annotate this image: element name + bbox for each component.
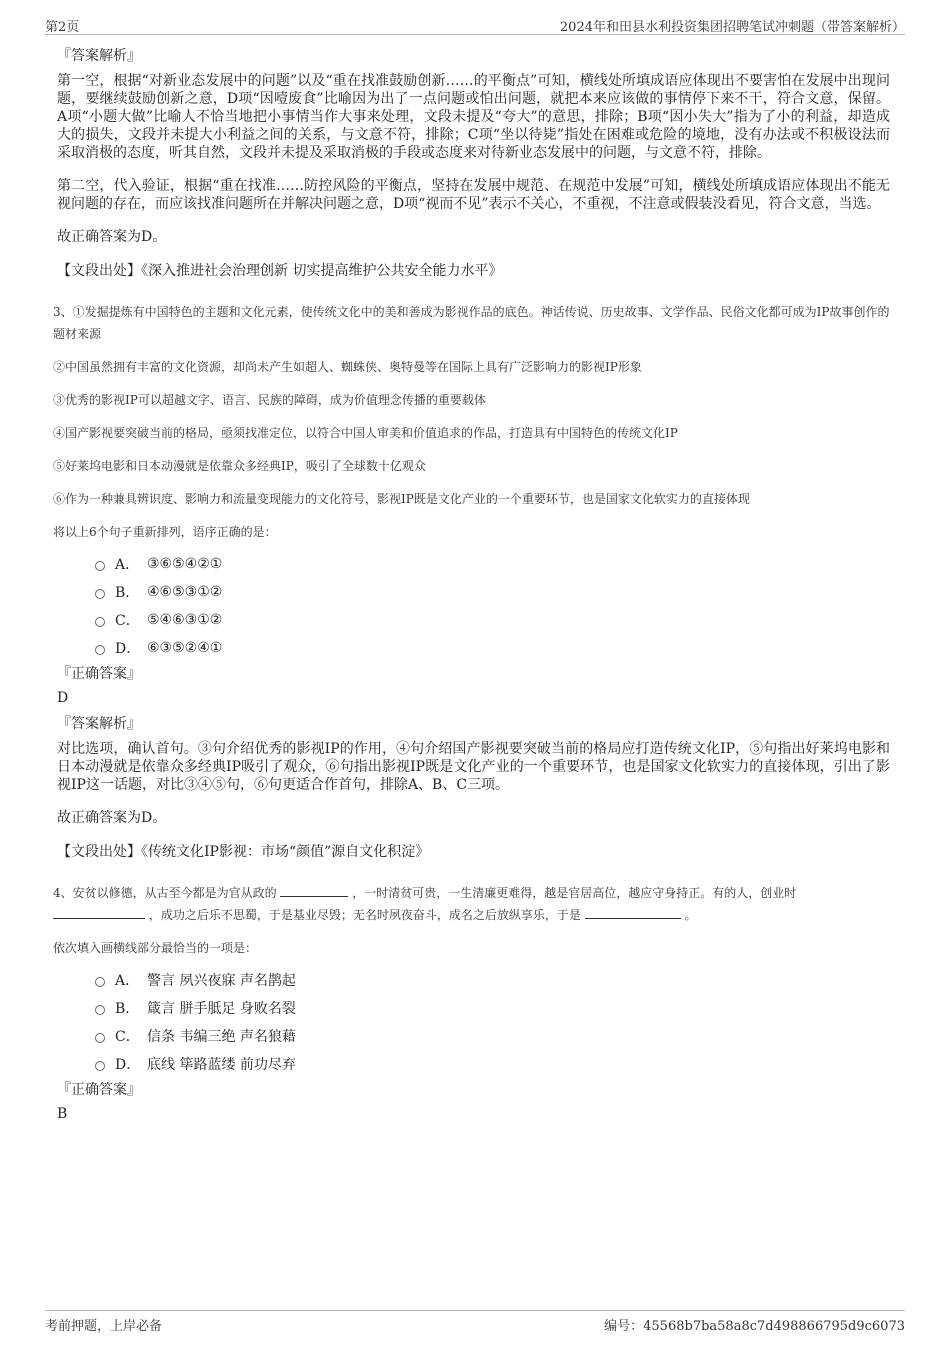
option-b[interactable]	[95, 582, 890, 602]
answer-analysis-label: 『答案解析』	[57, 48, 141, 64]
sentence-2: ②中国虽然拥有丰富的文化资源，却尚未产生如超人、蜘蛛侠、奥特曼等在国际上具有广泛影响力的影视IP形象	[53, 360, 642, 374]
option-text: 底线 筚路蓝缕 前功尽弃	[147, 1057, 296, 1073]
answer-analysis-label: 『答案解析』	[57, 716, 141, 732]
text-source: 【文段出处】《传统文化IP影视：市场“颜值”源自文化积淀》	[57, 844, 430, 860]
page-number: 第2页	[45, 20, 80, 35]
option-text: ⑤④⑥③①②	[147, 612, 223, 628]
page-footer	[45, 1310, 905, 1335]
question-stem: 3、①发掘提炼有中国特色的主题和文化元素，使传统文化中的美和善成为影视作品的底色。神话传说、历史故事、文学作品、民俗文化都可成为IP故事创作的题材来源	[53, 305, 890, 341]
option-text: 警言 夙兴夜寐 声名鹊起	[147, 973, 296, 989]
question-3	[55, 301, 890, 862]
option-letter: D．	[115, 1057, 141, 1073]
stem-part-2: ，一时清贫可贵，一生清廉更难得，越是官居高位，越应守身持正。有的人，创业时	[352, 886, 797, 900]
option-letter: C．	[115, 613, 140, 629]
analysis-conclusion: 故正确答案为D。	[57, 810, 167, 826]
radio-icon[interactable]	[95, 1005, 105, 1015]
option-text: 信条 韦编三绝 声名狼藉	[147, 1029, 296, 1045]
page-content	[55, 46, 890, 1130]
sentence-4: ④国产影视要突破当前的格局，亟须找准定位，以符合中国人审美和价值追求的作品，打造具有中国特色的传统文化IP	[53, 426, 678, 440]
radio-icon[interactable]	[95, 589, 105, 599]
options-list	[95, 554, 890, 658]
question-4	[55, 882, 890, 1122]
footer-slogan: 考前押题，上岸必备	[45, 1319, 163, 1334]
sentence-6: ⑥作为一种兼具辨识度、影响力和流量变现能力的文化符号，影视IP既是文化产业的一个重要环节，也是国家文化软实力的直接体现	[53, 492, 750, 506]
sentence-3: ③优秀的影视IP可以超越文字、语言、民族的障碍，成为价值理念传播的重要载体	[53, 393, 486, 407]
option-a[interactable]	[95, 554, 890, 574]
option-text: ③⑥⑤④②①	[147, 556, 223, 572]
radio-icon[interactable]	[95, 1061, 105, 1071]
option-letter: D．	[115, 641, 141, 657]
document-title: 2024年和田县水利投资集团招聘笔试冲刺题（带答案解析）	[559, 20, 905, 35]
option-text: ④⑥⑤③①②	[147, 584, 223, 600]
correct-answer: B	[57, 1106, 68, 1122]
option-letter: A．	[115, 557, 140, 573]
analysis-paragraph: 对比选项，确认首句。③句介绍优秀的影视IP的作用，④句介绍国产影视要突破当前的格局应打造传统文化IP，⑤句指出好莱坞电影和日本动漫就是依靠众多经典IP吸引了观众，⑥句指出影视IP既是文化产业的一个重要环节，也是国家文化软实力的直接体现，引出了影视IP这一话题，对比③④⑤句，⑥句更适合作首句，排除A、B、C三项。	[57, 741, 890, 793]
stem-part-3: ，成功之后乐不思蜀，于是基业尽毁；无名时夙夜奋斗，成名之后放纵享乐，于是	[148, 908, 581, 922]
stem-part-4: 。	[684, 908, 697, 922]
question-prompt: 将以上6个句子重新排列，语序正确的是：	[53, 525, 277, 539]
analysis-conclusion: 故正确答案为D。	[57, 229, 167, 245]
sentence-5: ⑤好莱坞电影和日本动漫就是依靠众多经典IP，吸引了全球数十亿观众	[53, 459, 426, 473]
options-list	[95, 970, 890, 1074]
option-letter: B．	[115, 585, 140, 601]
option-b[interactable]	[95, 998, 890, 1018]
analysis-paragraph-1: 第一空，根据“对新业态发展中的问题”以及“重在找准鼓励创新……的平衡点”可知，横线处所填成语应体现出不要害怕在发展中出现问题，要继续鼓励创新之意，D项“因噎废食”比喻因为出了一点问题或怕出问题，就把本来应该做的事情停下来不干，符合文意，保留。A项“小题大做”比喻人不恰当地把小事情当作大事来处理，文段未提及“夸大”的意思，排除；B项“因小失大”指为了小的利益，却造成大的损失，文段并未提大小利益之间的关系，与文意不符，排除；C项“坐以待毙”指处在困难或危险的境地，没有办法或不积极设法而采取消极的态度，听其自然，文段并未提及采取消极的手段或态度来对待新业态发展中的问题，与文意不符，排除。	[57, 73, 890, 161]
fill-blank-2	[53, 906, 145, 919]
fill-blank-1	[280, 884, 348, 897]
option-letter: A．	[115, 973, 140, 989]
radio-icon[interactable]	[95, 1033, 105, 1043]
option-text: ⑥③⑤②④①	[147, 640, 223, 656]
option-letter: B．	[115, 1001, 140, 1017]
correct-answer: D	[57, 690, 69, 706]
option-d[interactable]	[95, 638, 890, 658]
option-a[interactable]	[95, 970, 890, 990]
correct-answer-label: 『正确答案』	[57, 1082, 141, 1098]
option-c[interactable]	[95, 1026, 890, 1046]
page-header	[45, 12, 905, 35]
option-d[interactable]	[95, 1054, 890, 1074]
question-stem	[53, 882, 890, 926]
fill-blank-3	[585, 906, 681, 919]
radio-icon[interactable]	[95, 561, 105, 571]
radio-icon[interactable]	[95, 617, 105, 627]
radio-icon[interactable]	[95, 977, 105, 987]
analysis-paragraph-2: 第二空，代入验证，根据“重在找准……防控风险的平衡点，坚持在发展中规范、在规范中发展”可知，横线处所填成语应体现出不能无视问题的存在，而应该找准问题所在并解决问题之意，D项“视而不见”表示不关心，不重视，不注意或假装没看见，符合文意，当选。	[57, 178, 890, 212]
option-text: 箴言 胼手胝足 身败名裂	[147, 1001, 296, 1017]
document-code: 编号：45568b7ba58a8c7d498866795d9c6073	[604, 1319, 905, 1334]
correct-answer-label: 『正确答案』	[57, 666, 141, 682]
option-c[interactable]	[95, 610, 890, 630]
question-prompt: 依次填入画横线部分最恰当的一项是：	[53, 941, 258, 955]
option-letter: C．	[115, 1029, 140, 1045]
stem-part-1: 4、安贫以修德，从古至今都是为官从政的	[53, 886, 277, 900]
text-source: 【文段出处】《深入推进社会治理创新 切实提高维护公共安全能力水平》	[57, 263, 503, 279]
radio-icon[interactable]	[95, 645, 105, 655]
